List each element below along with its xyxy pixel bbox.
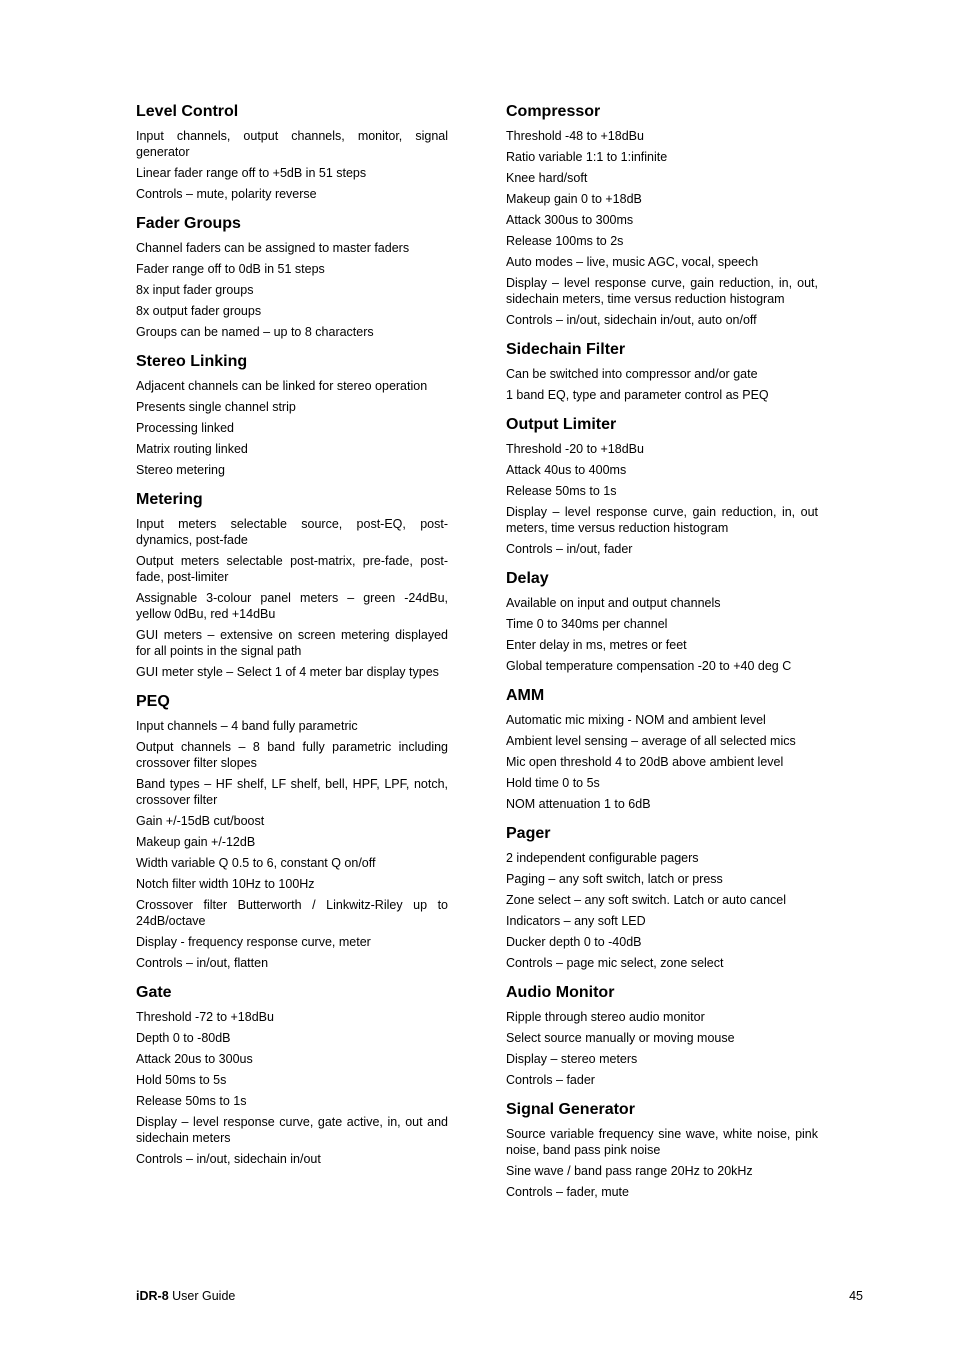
spec-item: Auto modes – live, music AGC, vocal, speech [506,255,759,269]
spec-item: Threshold -48 to +18dBu [506,129,644,143]
spec-item: GUI meters – extensive on screen metering displayed for all points in the signal path [136,628,448,658]
spec-item: Makeup gain +/-12dB [136,835,256,849]
spec-section [506,100,818,328]
footer-title [136,1288,235,1304]
spec-item: Linear fader range off to +5dB in 51 steps [136,166,367,180]
spec-item: 8x input fader groups [136,283,254,297]
spec-item: Controls – in/out, flatten [136,956,269,970]
spec-item: NOM attenuation 1 to 6dB [506,797,651,811]
spec-item: Input channels, output channels, monitor, signal generator [136,129,448,159]
spec-item: Presents single channel strip [136,400,296,414]
spec-section [136,350,448,478]
page-number: 45 [849,1289,863,1303]
spec-item: Enter delay in ms, metres or feet [506,638,687,652]
section-heading: Stereo Linking [136,353,248,370]
spec-section [136,981,448,1167]
spec-section [506,684,818,812]
spec-section [136,212,448,340]
spec-section [136,488,448,680]
spec-item: Paging – any soft switch, latch or press [506,872,723,886]
right-column [506,100,818,1210]
section-heading: Audio Monitor [506,984,615,1001]
spec-item: Crossover filter Butterworth / Linkwitz-Riley up to 24dB/octave [136,898,448,928]
spec-item: Groups can be named – up to 8 characters [136,325,374,339]
spec-section [506,981,818,1088]
spec-item: Ducker depth 0 to -40dB [506,935,642,949]
spec-item: Ripple through stereo audio monitor [506,1010,705,1024]
spec-item: Source variable frequency sine wave, white noise, pink noise, band pass pink noise [506,1127,818,1157]
spec-item: Global temperature compensation -20 to +40 deg C [506,659,792,673]
spec-item: Display – level response curve, gain reduction, in, out, sidechain meters, time versus reduction histogram [506,276,818,306]
section-heading: Metering [136,491,203,508]
spec-item: 2 independent configurable pagers [506,851,699,865]
footer-product: iDR-8 [136,1289,169,1303]
spec-item: Controls – in/out, sidechain in/out, auto on/off [506,313,757,327]
spec-section [506,822,818,971]
section-heading: Level Control [136,103,239,120]
spec-item: Indicators – any soft LED [506,914,646,928]
spec-item: Ratio variable 1:1 to 1:infinite [506,150,668,164]
spec-item: Notch filter width 10Hz to 100Hz [136,877,315,891]
section-heading: Sidechain Filter [506,341,626,358]
spec-item: Width variable Q 0.5 to 6, constant Q on/off [136,856,376,870]
spec-item: Attack 300us to 300ms [506,213,634,227]
spec-item: Automatic mic mixing - NOM and ambient level [506,713,766,727]
section-heading: PEQ [136,693,170,710]
spec-section [136,100,448,202]
spec-item: Makeup gain 0 to +18dB [506,192,642,206]
spec-item: Controls – fader, mute [506,1185,629,1199]
spec-item: Channel faders can be assigned to master faders [136,241,410,255]
spec-item: Fader range off to 0dB in 51 steps [136,262,325,276]
spec-item: Knee hard/soft [506,171,588,185]
spec-item: Depth 0 to -80dB [136,1031,231,1045]
section-heading: Compressor [506,103,601,120]
spec-item: Controls – fader [506,1073,595,1087]
spec-section [136,690,448,971]
spec-item: Controls – in/out, fader [506,542,633,556]
spec-item: Output meters selectable post-matrix, pre-fade, post-fade, post-limiter [136,554,448,584]
left-column [136,100,448,1177]
spec-item: Release 50ms to 1s [506,484,617,498]
spec-item: Time 0 to 340ms per channel [506,617,668,631]
spec-item: Stereo metering [136,463,225,477]
section-heading: Signal Generator [506,1101,635,1118]
spec-item: Ambient level sensing – average of all selected mics [506,734,796,748]
section-heading: Delay [506,570,549,587]
spec-item: Assignable 3-colour panel meters – green -24dBu, yellow 0dBu, red +14dBu [136,591,448,621]
spec-section [506,338,818,403]
spec-item: Attack 20us to 300us [136,1052,253,1066]
spec-item: Controls – mute, polarity reverse [136,187,317,201]
spec-item: Threshold -20 to +18dBu [506,442,644,456]
spec-item: Hold time 0 to 5s [506,776,600,790]
spec-item: Threshold -72 to +18dBu [136,1010,274,1024]
section-heading: Output Limiter [506,416,617,433]
spec-item: Can be switched into compressor and/or gate [506,367,758,381]
spec-item: Input channels – 4 band fully parametric [136,719,358,733]
spec-item: Band types – HF shelf, LF shelf, bell, HPF, LPF, notch, crossover filter [136,777,448,807]
spec-section [506,413,818,557]
spec-item: GUI meter style – Select 1 of 4 meter bar display types [136,665,439,679]
spec-item: Release 100ms to 2s [506,234,624,248]
spec-item: Output channels – 8 band fully parametric including crossover filter slopes [136,740,448,770]
section-heading: Pager [506,825,551,842]
spec-item: Available on input and output channels [506,596,721,610]
spec-item: Sine wave / band pass range 20Hz to 20kHz [506,1164,753,1178]
spec-item: Zone select – any soft switch. Latch or auto cancel [506,893,787,907]
spec-item: Controls – page mic select, zone select [506,956,724,970]
spec-item: Display – level response curve, gain reduction, in, out meters, time versus reduction histogram [506,505,818,535]
spec-section [506,567,818,674]
spec-item: Adjacent channels can be linked for stereo operation [136,379,428,393]
spec-section [506,1098,818,1200]
section-heading: Fader Groups [136,215,241,232]
section-heading: Gate [136,984,172,1001]
spec-item: Matrix routing linked [136,442,248,456]
spec-item: Display – level response curve, gate active, in, out and sidechain meters [136,1115,448,1145]
spec-item: 8x output fader groups [136,304,262,318]
footer-guide: User Guide [168,1289,236,1303]
spec-item: Processing linked [136,421,234,435]
spec-item: Hold 50ms to 5s [136,1073,227,1087]
spec-item: Release 50ms to 1s [136,1094,247,1108]
section-heading: AMM [506,687,545,704]
spec-item: 1 band EQ, type and parameter control as PEQ [506,388,769,402]
spec-item: Display – stereo meters [506,1052,638,1066]
spec-item: Select source manually or moving mouse [506,1031,735,1045]
spec-item: Attack 40us to 400ms [506,463,627,477]
spec-item: Mic open threshold 4 to 20dB above ambient level [506,755,784,769]
spec-item: Controls – in/out, sidechain in/out [136,1152,321,1166]
spec-item: Display - frequency response curve, meter [136,935,371,949]
spec-item: Gain +/-15dB cut/boost [136,814,265,828]
spec-item: Input meters selectable source, post-EQ, post-dynamics, post-fade [136,517,448,547]
